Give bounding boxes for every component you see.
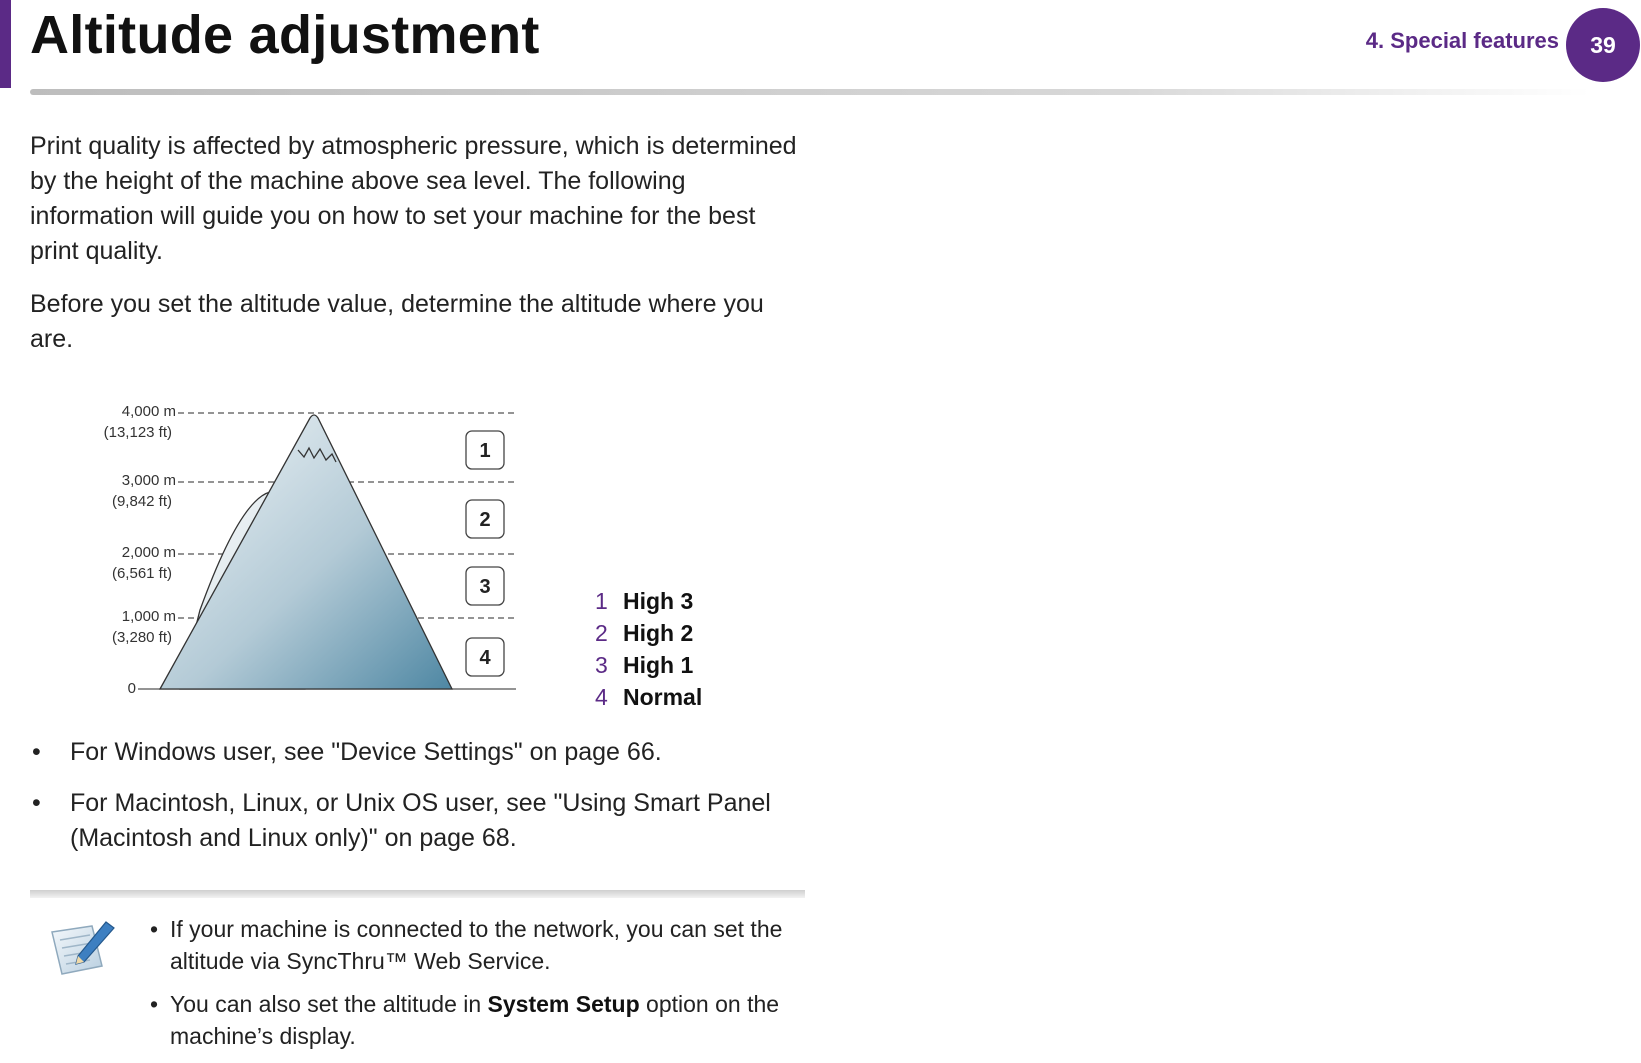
list-item bbox=[30, 735, 810, 770]
header-accent-bar bbox=[0, 0, 11, 88]
legend-label: High 2 bbox=[623, 619, 694, 646]
bullet-icon: • bbox=[150, 916, 159, 942]
legend-item bbox=[595, 617, 702, 649]
marker-2: 2 bbox=[479, 509, 491, 531]
legend-label: Normal bbox=[623, 683, 703, 710]
level-label-0: 0 bbox=[127, 680, 136, 697]
header-rule bbox=[30, 89, 1590, 95]
legend-label: High 3 bbox=[623, 587, 694, 614]
legend-number: 2 bbox=[595, 619, 608, 646]
level-label-2000m: 2,000 m bbox=[121, 544, 176, 561]
level-label-2000ft: (6,561 ft) bbox=[111, 565, 172, 582]
note-text-prefix: You can also set the altitude in bbox=[170, 991, 488, 1017]
bullet-icon: • bbox=[32, 789, 41, 817]
altitude-figure bbox=[80, 400, 540, 720]
intro-paragraph: Print quality is affected by atmospheric pressure, which is determined by the height of the machine above sea level. The following information will guide you on how to set your machine for the best print quality. bbox=[30, 132, 797, 265]
altitude-legend bbox=[595, 585, 702, 713]
note-pencil-icon bbox=[44, 918, 118, 984]
legend-label: High 1 bbox=[623, 651, 694, 678]
note-item bbox=[150, 913, 805, 977]
note-item bbox=[150, 988, 805, 1052]
level-label-4000m: 4,000 m bbox=[121, 403, 176, 420]
legend-item bbox=[595, 585, 702, 617]
level-label-1000m: 1,000 m bbox=[121, 608, 176, 625]
legend-item bbox=[595, 649, 702, 681]
mountain-diagram bbox=[80, 400, 540, 720]
marker-3: 3 bbox=[479, 576, 491, 598]
marker-1: 1 bbox=[479, 440, 491, 462]
note-divider bbox=[30, 890, 805, 898]
main-mountain bbox=[160, 415, 452, 689]
legend-number: 3 bbox=[595, 651, 608, 678]
section-label[interactable]: 4. Special features bbox=[1365, 28, 1559, 53]
page-number-badge: 39 bbox=[1566, 8, 1640, 82]
reference-list bbox=[30, 735, 810, 872]
note-text-suffix: option on the machine’s display. bbox=[170, 991, 780, 1049]
legend-number: 4 bbox=[595, 683, 608, 710]
legend-item bbox=[595, 681, 702, 713]
note-text-syncthru: If your machine is connected to the network, you can set the altitude via SyncThru™ Web Service. bbox=[170, 916, 783, 974]
level-label-3000ft: (9,842 ft) bbox=[111, 493, 172, 510]
page-title: Altitude adjustment bbox=[30, 5, 540, 65]
level-label-4000ft: (13,123 ft) bbox=[103, 424, 172, 441]
instruction-paragraph: Before you set the altitude value, determine the altitude where you are. bbox=[30, 290, 764, 353]
bullet-icon: • bbox=[150, 991, 159, 1017]
level-label-1000ft: (3,280 ft) bbox=[111, 629, 172, 646]
bullet-icon: • bbox=[32, 738, 41, 766]
windows-reference-link[interactable]: For Windows user, see "Device Settings" on page 66. bbox=[70, 738, 662, 766]
system-setup-option: System Setup bbox=[487, 991, 640, 1017]
marker-4: 4 bbox=[479, 647, 491, 669]
note-list bbox=[150, 913, 805, 1063]
level-label-3000m: 3,000 m bbox=[121, 472, 176, 489]
legend-number: 1 bbox=[595, 587, 608, 614]
mac-linux-reference-link[interactable]: For Macintosh, Linux, or Unix OS user, see "Using Smart Panel (Macintosh and Linux only)" on page 68. bbox=[70, 789, 771, 852]
list-item bbox=[30, 786, 810, 856]
